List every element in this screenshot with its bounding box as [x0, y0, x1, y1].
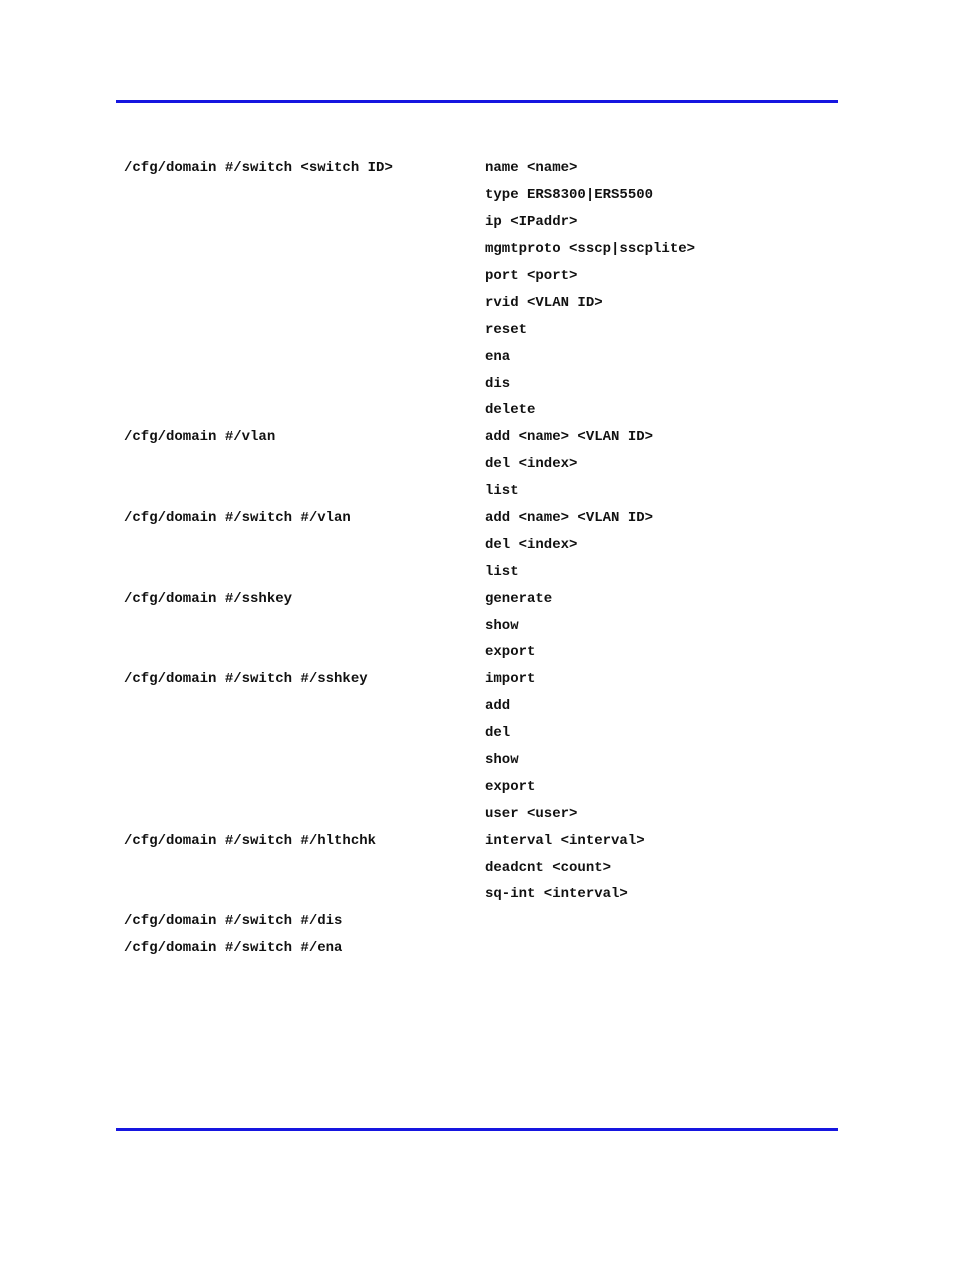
table-row — [124, 854, 695, 881]
command-option: user <user> — [485, 805, 578, 822]
command-option: deadcnt <count> — [485, 859, 612, 876]
command-option: port <port> — [485, 268, 578, 284]
command-option: export — [485, 778, 536, 795]
table-row — [124, 397, 695, 424]
command-option: dis — [485, 375, 511, 392]
table-row — [124, 289, 695, 316]
command-option: ip <IPaddr> — [485, 214, 578, 231]
command-path: /cfg/domain #/vlan — [124, 429, 276, 446]
header-rule — [116, 100, 838, 103]
table-row — [124, 531, 695, 558]
command-option: del <index> — [485, 456, 578, 473]
table-row — [124, 908, 695, 935]
command-option: import — [485, 671, 536, 688]
table-row — [124, 693, 695, 720]
command-option: type ERS8300|ERS5500 — [485, 187, 654, 204]
command-option: show — [485, 617, 519, 634]
command-path: /cfg/domain #/sshkey — [124, 590, 293, 607]
command-option: add <name> <VLAN ID> — [485, 429, 654, 446]
table-row — [124, 424, 695, 451]
table-row — [124, 585, 695, 612]
command-path: /cfg/domain #/switch #/vlan — [124, 510, 351, 527]
table-row — [124, 263, 695, 290]
command-option: mgmtproto <sscp|sscplite> — [485, 241, 696, 258]
command-option: reset — [485, 321, 528, 338]
command-table — [124, 155, 695, 962]
table-row — [124, 935, 695, 962]
command-option: ena — [485, 348, 511, 365]
command-option: list — [485, 483, 519, 500]
table-row — [124, 773, 695, 800]
command-option: generate — [485, 590, 553, 607]
command-option: export — [485, 644, 536, 661]
command-option: sq-int <interval> — [485, 886, 628, 903]
table-row — [124, 451, 695, 478]
command-option: rvid <VLAN ID> — [485, 294, 603, 311]
table-row — [124, 505, 695, 532]
table-row — [124, 478, 695, 505]
command-option: interval <interval> — [485, 832, 645, 849]
command-option: show — [485, 752, 519, 769]
command-path: /cfg/domain #/switch #/ena — [124, 940, 343, 957]
table-row — [124, 370, 695, 397]
command-path: /cfg/domain #/switch #/hlthchk — [124, 832, 377, 849]
table-row — [124, 612, 695, 639]
command-option: name <name> — [485, 160, 578, 177]
command-path: /cfg/domain #/switch <switch ID> — [124, 160, 393, 177]
table-row — [124, 639, 695, 666]
command-path: /cfg/domain #/switch #/sshkey — [124, 671, 368, 688]
table-row — [124, 155, 695, 182]
table-row — [124, 343, 695, 370]
table-row — [124, 209, 695, 236]
table-row — [124, 827, 695, 854]
command-option: del <index> — [485, 536, 578, 553]
table-row — [124, 182, 695, 209]
table-row — [124, 558, 695, 585]
command-path: /cfg/domain #/switch #/dis — [124, 913, 343, 930]
table-row — [124, 316, 695, 343]
table-row — [124, 800, 695, 827]
command-option: delete — [485, 402, 536, 419]
command-option: list — [485, 563, 519, 580]
command-option: add — [485, 698, 511, 715]
table-row — [124, 236, 695, 263]
table-row — [124, 666, 695, 693]
command-option: del — [485, 725, 511, 742]
footer-rule — [116, 1128, 838, 1131]
command-option: add <name> <VLAN ID> — [485, 510, 654, 527]
table-row — [124, 747, 695, 774]
table-row — [124, 720, 695, 747]
table-row — [124, 881, 695, 908]
